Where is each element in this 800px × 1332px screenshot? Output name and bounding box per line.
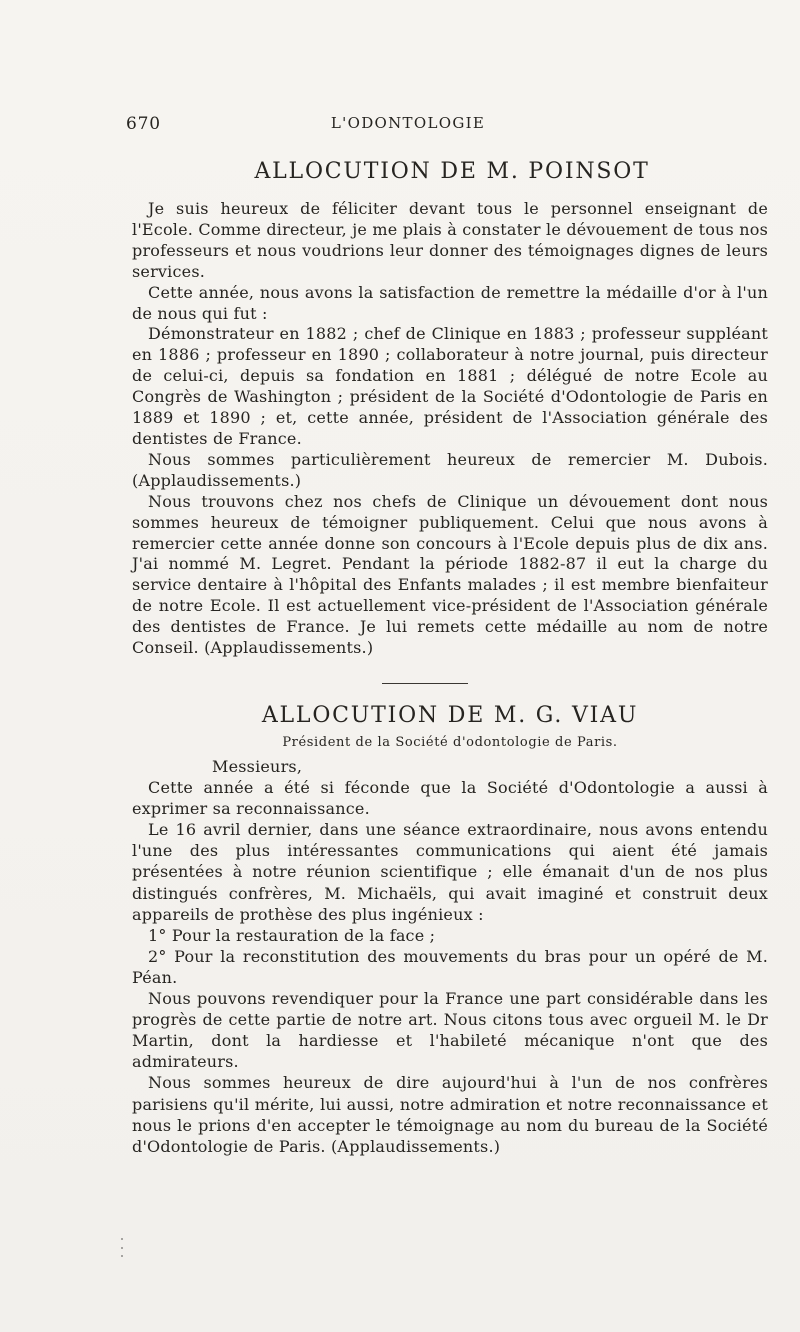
journal-title: L'ODONTOLOGIE [330,114,486,132]
paragraph: Nous trouvons chez nos chefs de Clinique un dévouement dont nous sommes heureux de témoigner publiquement. Celui que nous avons à remercier cette année donne son concours à l'Ecole depuis plus de dix ans. J'ai nommé M. Legret. Pendant la période 1882-87 il eut la charge du service dentaire à l'hôpital des Enfants malades ; il est membre bienfaiteur de notre Ecole. Il est actuellement vice-président de l'Association générale des dentistes de France. Je lui remets cette médaille au nom de notre Conseil. (Applaudissements.) [132,491,768,658]
article-body [132,756,768,1157]
paragraph: Je suis heureux de féliciter devant tous le personnel enseignant de l'Ecole. Comme directeur, je me plais à constater le dévouement de tous nos professeurs et nous voudrions leur donner des témoignages dignes de leurs services. [132,199,768,281]
paragraph: 2° Pour la reconstitution des mouvements du bras pour un opéré de M. Péan. [132,946,768,987]
paragraph: Nous sommes heureux de dire aujourd'hui à l'un de nos confrères parisiens qu'il mérite, lui aussi, notre admiration et notre reconnaissance et nous le prions d'en accepter le témoignage au nom du bureau de la Société d'Odontologie de Paris. (Applaudissements.) [132,1073,768,1156]
paragraph: Cette année, nous avons la satisfaction de remettre la médaille d'or à l'un de nous qui fut : [132,282,768,323]
paragraph: Le 16 avril dernier, dans une séance extraordinaire, nous avons entendu l'une des plus intéressantes communications qui aient été jamais présentées à notre réunion scientifique ; elle émanait d'un de nos plus distingués confrères, M. Michaëls, qui avait imaginé et construit deux appareils de prothèse des plus ingénieux : [132,820,768,924]
section-divider [382,683,468,684]
article-title: ALLOCUTION DE M. G. VIAU [261,703,639,728]
paragraph: 1° Pour la restauration de la face ; [148,925,436,945]
article-subtitle: Président de la Société d'odontologie de Paris. [282,735,618,750]
paper-speck [121,1238,123,1240]
paper-speck [121,1247,123,1249]
article-title: ALLOCUTION DE M. POINSOT [254,159,650,184]
paragraph: Nous sommes particulièrement heureux de remercier M. Dubois. (Applaudissements.) [132,449,768,490]
salutation: Messieurs, [212,757,303,776]
paragraph: Démonstrateur en 1882 ; chef de Clinique en 1883 ; professeur suppléant en 1886 ; professeur en 1890 ; collaborateur à notre journal, puis directeur de celui-ci, depuis sa fondation en 1881 ; délégué de notre Ecole au Congrès de Washington ; président de la Société d'Odontologie de Paris en 1889 et 1890 ; et, cette année, président de l'Association générale des dentistes de France. [132,324,768,448]
article-viau [132,701,768,1157]
paper-speck [121,1255,123,1257]
page-number: 670 [126,114,161,134]
running-head [126,114,690,142]
paragraph: Cette année a été si féconde que la Société d'Odontologie a aussi à exprimer sa reconnaissance. [132,778,768,819]
article-poinsot [132,157,768,659]
paragraph: Nous pouvons revendiquer pour la France une part considérable dans les progrès de cette partie de notre art. Nous citons tous avec orgueil M. le Dr Martin, dont la hardiesse et l'habileté mécanique n'ont que des admirateurs. [132,989,768,1072]
article-body [132,199,768,659]
